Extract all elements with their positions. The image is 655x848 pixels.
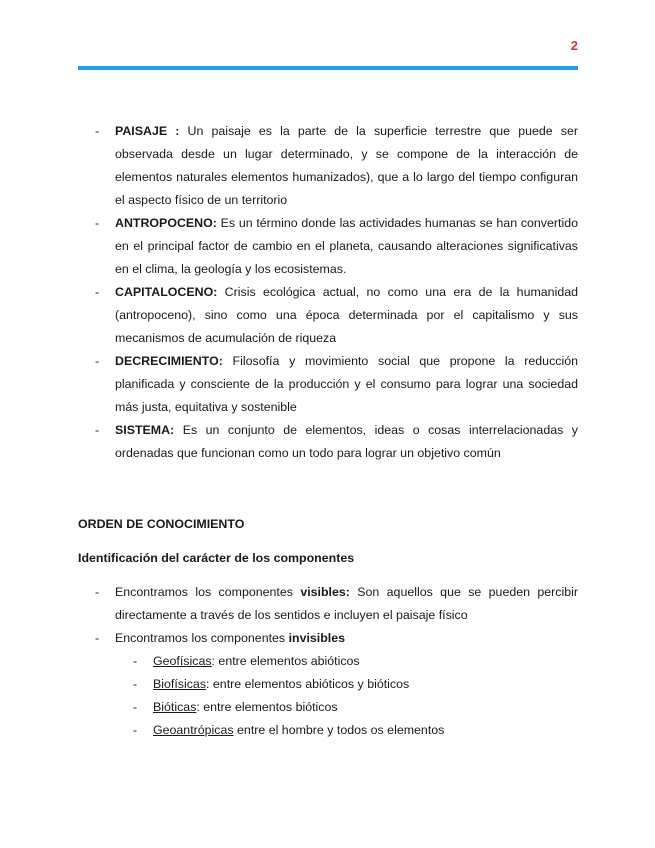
component-prefix: Encontramos los componentes bbox=[115, 585, 301, 599]
definition-term: CAPITALOCENO: bbox=[115, 285, 218, 299]
subtype-text: : entre elementos abióticos bbox=[211, 654, 360, 668]
definition-item-decrecimiento bbox=[78, 350, 578, 419]
component-keyword: visibles: bbox=[300, 585, 350, 599]
bullet-dash: - bbox=[95, 216, 100, 230]
component-prefix: Encontramos los componentes bbox=[115, 631, 289, 645]
bullet-dash: - bbox=[95, 354, 100, 368]
subtype-item-bioticas bbox=[78, 696, 578, 719]
component-keyword: invisibles bbox=[288, 631, 346, 645]
definition-item-capitaloceno bbox=[78, 281, 578, 350]
subtype-item-biofisicas bbox=[78, 673, 578, 696]
subtype-term: Bióticas bbox=[153, 700, 197, 714]
definition-text: Es un término donde las actividades humanas se han convertido en el principal factor de cambio en el planeta, causando alteraciones significativas en el clima, la geología y los ecosistemas. bbox=[115, 216, 578, 276]
section-heading: ORDEN DE CONOCIMIENTO bbox=[78, 517, 245, 531]
bullet-dash: - bbox=[95, 285, 100, 299]
bullet-dash: - bbox=[133, 654, 138, 668]
header-rule bbox=[78, 66, 578, 70]
subtype-text: entre el hombre y todos os elementos bbox=[233, 723, 445, 737]
subtype-text: : entre elementos bióticos bbox=[196, 700, 338, 714]
component-text: Son aquellos que se pueden percibir directamente a través de los sentidos e incluyen el paisaje físico bbox=[115, 585, 578, 622]
definition-term: PAISAJE : bbox=[115, 124, 180, 138]
bullet-dash: - bbox=[95, 124, 100, 138]
definition-item-sistema bbox=[78, 419, 578, 465]
definitions-list bbox=[78, 120, 578, 465]
bullet-dash: - bbox=[133, 700, 138, 714]
component-item-visible bbox=[78, 581, 578, 627]
definition-term: SISTEMA: bbox=[115, 423, 175, 437]
definition-text: Filosofía y movimiento social que propone la reducción planificada y consciente de la producción y el consumo para lograr una sociedad más justa, equitativa y sostenible bbox=[115, 354, 578, 414]
section-subheading: Identificación del carácter de los componentes bbox=[78, 551, 355, 565]
bullet-dash: - bbox=[95, 585, 100, 599]
definition-item-antropoceno bbox=[78, 212, 578, 281]
bullet-dash: - bbox=[133, 723, 138, 737]
components-list bbox=[78, 581, 578, 650]
component-item-invisible bbox=[78, 627, 578, 650]
subtype-item-geofisicas bbox=[78, 650, 578, 673]
definition-text: Crisis ecológica actual, no como una era de la humanidad (antropoceno), sino como una época determinada por el capitalismo y sus mecanismos de acumulación de riqueza bbox=[115, 285, 578, 345]
definition-term: ANTROPOCENO: bbox=[115, 216, 217, 230]
document-body bbox=[78, 120, 578, 742]
definition-text: Es un conjunto de elementos, ideas o cosas interrelacionadas y ordenadas que funcionan como un todo para lograr un objetivo común bbox=[115, 423, 578, 460]
subtype-item-geoantropicas bbox=[78, 719, 578, 742]
subtype-text: : entre elementos abióticos y bióticos bbox=[206, 677, 410, 691]
bullet-dash: - bbox=[133, 677, 138, 691]
definition-term: DECRECIMIENTO: bbox=[115, 354, 223, 368]
subtype-term: Geoantrópicas bbox=[153, 723, 234, 737]
subtype-term: Geofísicas bbox=[153, 654, 212, 668]
subtype-term: Biofísicas bbox=[153, 677, 207, 691]
invisible-subtypes-list bbox=[78, 650, 578, 742]
definition-item-paisaje bbox=[78, 120, 578, 212]
bullet-dash: - bbox=[95, 423, 100, 437]
bullet-dash: - bbox=[95, 631, 100, 645]
page-number: 2 bbox=[570, 38, 578, 53]
definition-text: Un paisaje es la parte de la superficie terrestre que puede ser observada desde un lugar determinado, y se compone de la interacción de elementos naturales elementos humanizados), que a lo largo del tiempo configuran el aspecto físico de un territorio bbox=[115, 124, 578, 207]
